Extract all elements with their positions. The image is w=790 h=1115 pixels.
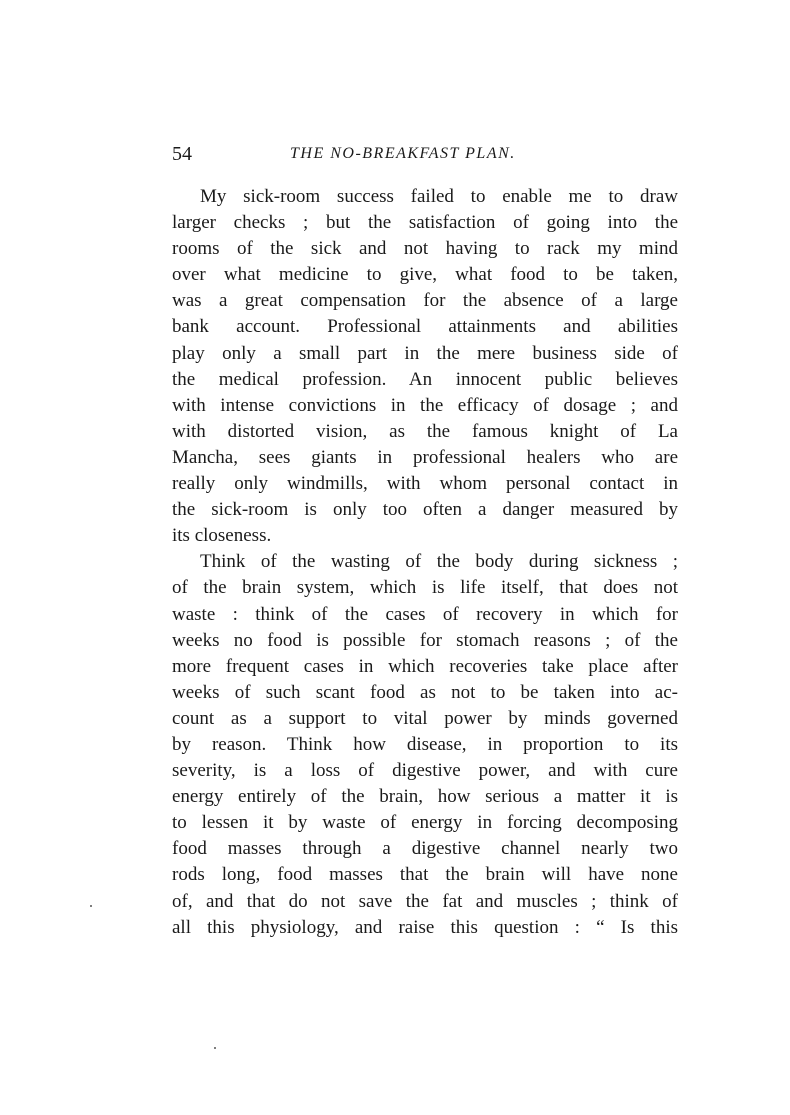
paragraph-2-line-8: by reason. Think how disease, in proportion to its — [172, 733, 678, 755]
paragraph-2-line-7: count as a support to vital power by minds governed — [172, 707, 678, 729]
paragraph-1-line-4: over what medicine to give, what food to be taken, — [172, 264, 678, 286]
paragraph-1-line-8: the medical profession. An innocent public believes — [172, 368, 678, 390]
paragraph-2-line-11: to lessen it by waste of energy in forcing decomposing — [172, 812, 678, 834]
paragraph-2-line-9: severity, is a loss of digestive power, and with cure — [172, 760, 678, 782]
paragraph-1-line-12: really only windmills, with whom personal contact in — [172, 473, 678, 495]
paragraph-2-line-5: more frequent cases in which recoveries take place after — [172, 655, 678, 677]
paragraph-2-line-10: energy entirely of the brain, how serious a matter it is — [172, 786, 678, 808]
paragraph-2-line-13: rods long, food masses that the brain will have none — [172, 864, 678, 886]
paragraph-2-line-14: of, and that do not save the fat and muscles ; think of — [172, 890, 678, 912]
paragraph-1-line-9: with intense convictions in the efficacy of dosage ; and — [172, 394, 678, 416]
paragraph-1-line-1: My sick-room success failed to enable me to draw — [200, 186, 678, 207]
scan-speck — [214, 1047, 216, 1049]
paragraph-2-line-15: all this physiology, and raise this question : “ Is this — [172, 916, 678, 938]
paragraph-2-line-6: weeks of such scant food as not to be taken into ac- — [172, 681, 678, 703]
scan-speck — [90, 905, 92, 907]
paragraph-1-line-6: bank account. Professional attainments and abilities — [172, 316, 678, 338]
body-text — [172, 184, 678, 941]
paragraph-1-line-3: rooms of the sick and not having to rack my mind — [172, 238, 678, 260]
paragraph-1-line-13: the sick-room is only too often a danger measured by — [172, 499, 678, 521]
paragraph-1-line-2: larger checks ; but the satisfaction of going into the — [172, 212, 678, 234]
paragraph-2-line-4: weeks no food is possible for stomach reasons ; of the — [172, 629, 678, 651]
page-header — [172, 141, 678, 167]
running-title: THE NO-BREAKFAST PLAN. — [290, 145, 516, 162]
paragraph-1-line-10: with distorted vision, as the famous knight of La — [172, 420, 678, 442]
paragraph-1-line-14: its closeness. — [172, 525, 272, 547]
page-number: 54 — [172, 143, 192, 165]
paragraph-2-line-12: food masses through a digestive channel nearly two — [172, 838, 678, 860]
paragraph-1-line-11: Mancha, sees giants in professional healers who are — [172, 446, 678, 468]
paragraph-2-line-3: waste : think of the cases of recovery in which for — [172, 603, 678, 625]
paragraph-2-line-2: of the brain system, which is life itself, that does not — [172, 577, 678, 599]
paragraph-2-line-1: Think of the wasting of the body during sickness ; — [200, 551, 678, 573]
paragraph-1-line-7: play only a small part in the mere business side of — [172, 342, 678, 364]
paragraph-1-line-5: was a great compensation for the absence of a large — [172, 290, 678, 312]
